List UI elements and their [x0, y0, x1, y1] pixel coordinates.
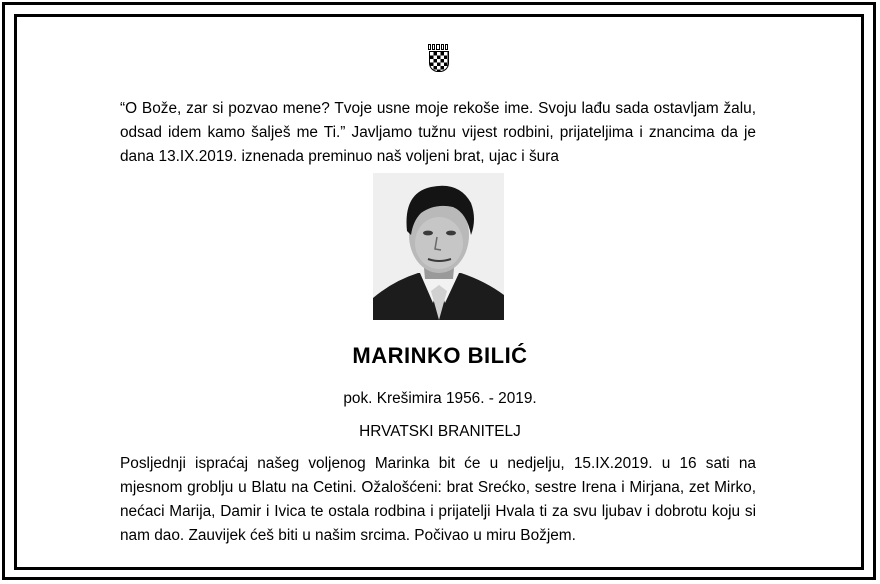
croatian-coat-of-arms-icon — [428, 44, 448, 71]
portrait-photo — [373, 173, 504, 320]
opening-paragraph: “O Bože, zar si pozvao mene? Tvoje usne moje rekoše ime. Svoju lađu sada ostavljam žalu, odsad idem kamo šalješ me Ti.” Javljamo tužnu vijest rodbini, prijateljima i znancima da je dana 13.IX.2019. iznenada preminuo naš voljeni brat, ujac i šura — [120, 100, 756, 165]
closing-paragraph: Posljednji ispraćaj našeg voljenog Marinka bit će u nedjelju, 15.IX.2019. u 16 sati na mjesnom groblju u Blatu na Cetini. Ožalošćeni: brat Srećko, sestre Irena i Mirjana, zet Mirko, nećaci Marija, Damir i Ivica te ostala rodbina i prijatelji Hvala ti za svu ljubav i dobrotu koju si nam dao. Zauvijek ćeš biti u našim srcima. Počivao u miru Božjem. — [120, 455, 756, 544]
deceased-title: HRVATSKI BRANITELJ — [359, 423, 521, 440]
parent-and-years: pok. Krešimira 1956. - 2019. — [343, 390, 537, 407]
deceased-name: MARINKO BILIĆ — [352, 343, 528, 368]
